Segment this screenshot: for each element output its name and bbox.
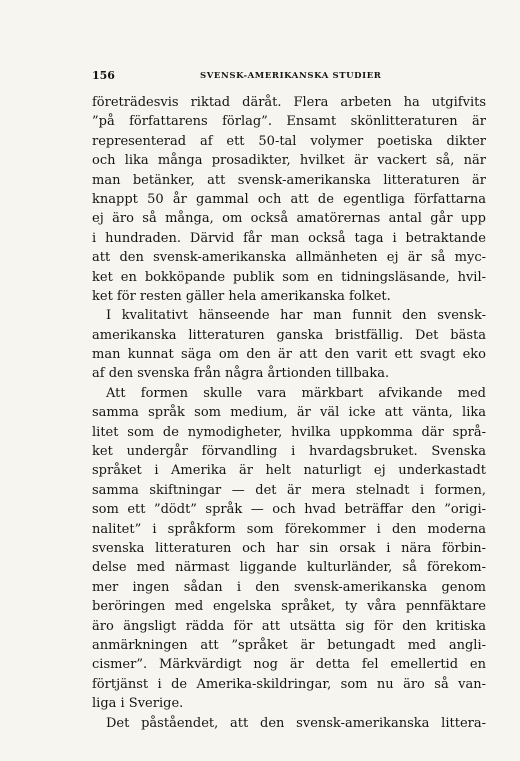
text-line: Att formen skulle vara märkbart afvikande med <box>106 385 486 401</box>
page-number: 156 <box>92 69 115 82</box>
running-title: SVENSK-AMERIKANSKA STUDIER <box>200 71 382 81</box>
text-line: ”på författarens förlag”. Ensamt skönlitteraturen är <box>92 114 486 130</box>
text-line: amerikanska litteraturen ganska bristfällig. Det bästa <box>92 327 486 343</box>
text-line: man betänker, att svensk-amerikanska litteraturen är <box>92 172 486 188</box>
text-line: ket undergår förvandling i hvardagsbruket. Svenska <box>92 444 486 460</box>
text-line: litet som de nymodigheter, hvilka uppkomma där språ- <box>92 424 486 440</box>
body-text <box>92 93 486 733</box>
text-line: förtjänst i de Amerika-skildringar, som nu äro så van- <box>92 676 486 692</box>
text-line: äro ängsligt rädda för att utsätta sig för den kritiska <box>92 618 486 634</box>
text-line: delse med närmast liggande kulturländer, så förekom- <box>92 560 486 576</box>
text-line: knappt 50 år gammal och att de egentliga författarna <box>92 191 486 207</box>
text-line: och lika många prosadikter, hvilket är vackert så, när <box>92 153 486 169</box>
text-line: representerad af ett 50-tal volymer poetiska dikter <box>92 133 486 149</box>
text-line: I kvalitativt hänseende har man funnit den svensk- <box>106 308 486 324</box>
text-line: beröringen med engelska språket, ty våra pennfäktare <box>92 599 486 615</box>
text-line: ej äro så många, om också amatörernas antal går upp <box>92 211 486 227</box>
text-line: Det påståendet, att den svensk-amerikanska littera- <box>106 715 486 731</box>
text-line: ket en bokköpande publik som en tidningsläsande, hvil- <box>92 269 486 285</box>
text-line: språket i Amerika är helt naturligt ej underkastadt <box>92 463 486 479</box>
text-line: af den svenska från några årtionden tillbaka. <box>92 366 390 382</box>
text-line: samma skiftningar — det är mera stelnadt i formen, <box>92 482 486 498</box>
text-line: i hundraden. Därvid får man också taga i betraktande <box>92 230 486 246</box>
text-line: liga i Sverige. <box>92 696 184 712</box>
text-line: samma språk som medium, är väl icke att vänta, lika <box>92 405 486 421</box>
text-line: man kunnat säga om den är att den varit ett svagt eko <box>92 347 486 363</box>
text-line: ket för resten gäller hela amerikanska folket. <box>92 288 391 304</box>
text-line: mer ingen sådan i den svensk-amerikanska genom <box>92 579 486 595</box>
text-line: att den svensk-amerikanska allmänheten ej är så myc- <box>92 250 486 266</box>
page-header <box>92 69 486 83</box>
text-line: svenska litteraturen och har sin orsak i nära förbin- <box>92 540 486 556</box>
text-line: nalitet” i språkform som förekommer i den moderna <box>92 521 486 537</box>
text-line: anmärkningen att ”språket är betungadt med angli- <box>92 637 486 653</box>
text-line: cismer”. Märkvärdigt nog är detta fel emellertid en <box>92 657 486 673</box>
text-line: som ett ”dödt” språk — och hvad beträffar den ”origi- <box>92 502 486 518</box>
text-line: företrädesvis riktad däråt. Flera arbeten ha utgifvits <box>92 95 486 110</box>
